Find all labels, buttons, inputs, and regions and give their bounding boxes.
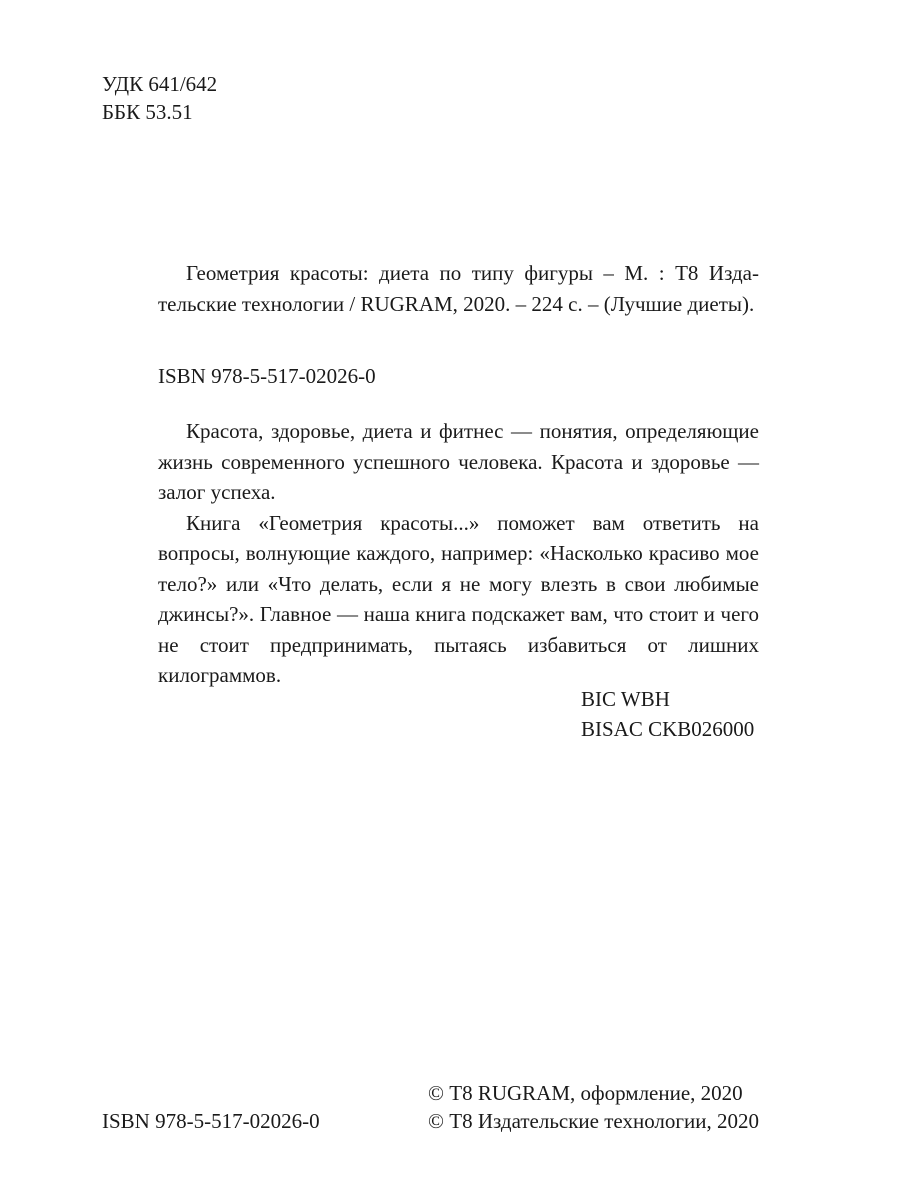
annotation-paragraph-2: Книга «Геометрия красоты...» поможет вам ответить на вопросы, волнующие каждого, например: «Насколько красиво мое тело?» или «Что делать, если я не могу влезть в свои любимые джинсы?». Главное — наша книга подскажет вам, что стоит и чего не стоит предпринимать, пытаясь избавиться от лишних килограммов. — [158, 510, 759, 687]
bisac-code: BISAC CKB026000 — [581, 717, 755, 741]
bibliographic-record: Геометрия красоты: диета по типу фигуры – М. : Т8 Издательские технологии / RUGRAM, 2020. – 224 с. – (Лучшие диеты). — [158, 261, 759, 316]
annotation — [158, 416, 759, 691]
isbn-footer: ISBN 978-5-517-02026-0 — [102, 1109, 320, 1133]
isbn-main: ISBN 978-5-517-02026-0 — [158, 364, 376, 388]
classification-codes — [102, 70, 217, 126]
udk-code: УДК 641/642 — [102, 72, 218, 96]
bic-code: BIC WBH — [581, 687, 670, 711]
copyright-line-2: © Т8 Издательские технологии, 2020 — [428, 1109, 759, 1133]
annotation-paragraph-1: Красота, здоровье, диета и фитнес — понятия, определяющие жизнь современного успешного человека. Красота и здоровье — залог успеха. — [158, 419, 759, 504]
copyright-line-1: © Т8 RUGRAM, оформление, 2020 — [428, 1081, 743, 1105]
bbk-code: ББК 53.51 — [102, 100, 193, 124]
copyright-notices — [428, 1079, 759, 1135]
subject-codes — [581, 684, 754, 744]
